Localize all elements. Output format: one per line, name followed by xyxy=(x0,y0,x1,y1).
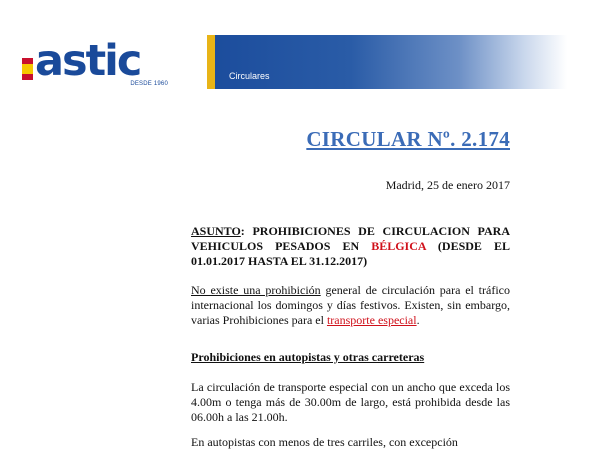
circular-title: CIRCULAR Nº. 2.174 xyxy=(306,127,510,151)
subject-text: : PROHIBICIONES DE CIRCULACION PARA VEHICULOS PESADOS EN xyxy=(191,224,510,253)
special-transport-link[interactable]: transporte especial xyxy=(326,313,417,327)
intro-link[interactable]: No existe una prohibición xyxy=(191,283,321,297)
subject-country: BÉLGICA xyxy=(371,239,426,253)
banner-label: Circulares xyxy=(229,71,270,81)
intro-paragraph xyxy=(191,283,510,328)
section-heading: Prohibiciones en autopistas y otras carreteras xyxy=(191,350,425,364)
astic-logo xyxy=(22,36,172,90)
logo-tagline: DESDE 1960 xyxy=(130,81,168,87)
document-date: Madrid, 25 de enero 2017 xyxy=(385,178,510,192)
subject-paragraph xyxy=(191,224,510,269)
body-paragraph-2: En autopistas con menos de tres carriles, con excepción xyxy=(191,435,458,449)
intro-end: . xyxy=(416,313,420,327)
body-paragraph-1: La circulación de transporte especial con un ancho que exceda los 4.00m o tenga más de 30.00m de largo, está prohibida desde las 06.00h a las 21.00h. xyxy=(191,380,510,424)
spain-flag-icon xyxy=(22,58,33,80)
header-banner xyxy=(207,35,567,89)
intro-text: general de circulación para el tráfico internacional los domingos y días festivos. Existen, sin embargo, varias Prohibiciones para el xyxy=(191,283,510,327)
banner-accent-bar xyxy=(207,35,215,89)
subject-label: ASUNTO xyxy=(191,224,241,238)
logo-wordmark: astic xyxy=(35,36,141,86)
subject-dates: (DESDE EL 01.01.2017 HASTA EL 31.12.2017) xyxy=(191,239,510,268)
